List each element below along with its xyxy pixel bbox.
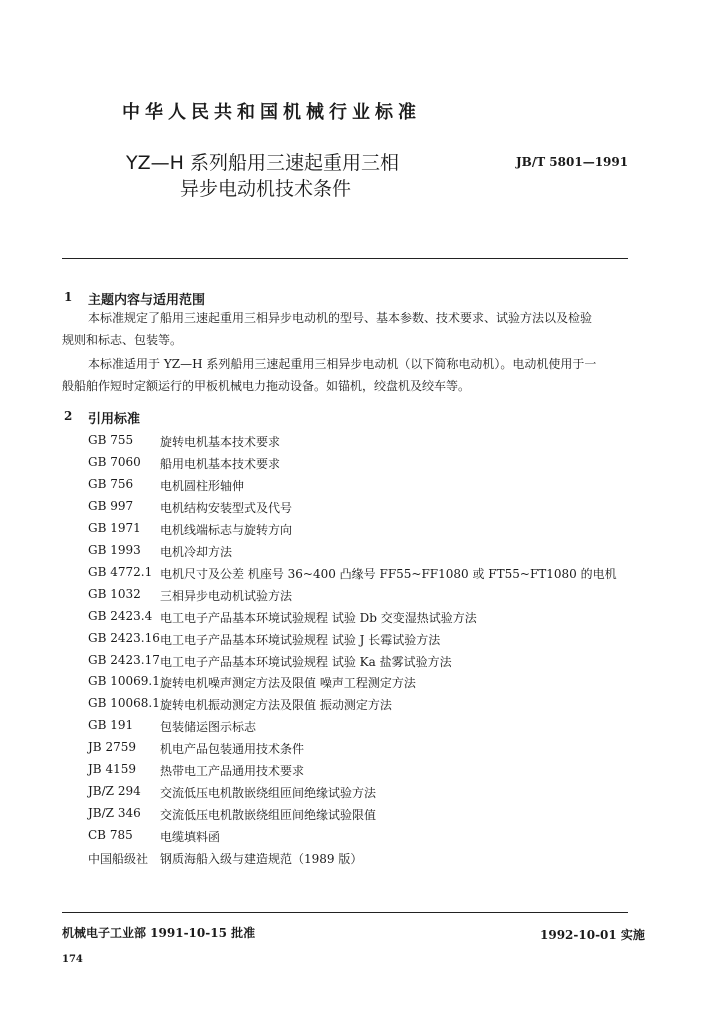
reference-title: 电机线端标志与旋转方向 <box>160 523 293 537</box>
reference-title: 交流低压电机散嵌绕组匝间绝缘试验方法 <box>160 786 377 800</box>
reference-code: GB 1032 <box>88 587 141 601</box>
reference-title: 电工电子产品基本环境试验规程 试验 Ka 盐雾试验方法 <box>160 655 452 669</box>
reference-code: GB 4772.1 <box>88 565 153 579</box>
reference-code: GB 7060 <box>88 455 141 469</box>
reference-code: GB 2423.4 <box>88 609 153 623</box>
reference-code: JB 2759 <box>88 740 136 754</box>
top-divider <box>62 258 628 259</box>
document-title-line-2: 异步电动机技术条件 <box>180 178 352 200</box>
reference-code: GB 1993 <box>88 543 141 557</box>
section-1-para-2-line-1: 本标准适用于 YZ—H 系列船用三速起重用三相异步电动机（以下简称电动机）。电动机使用于一 <box>88 357 597 371</box>
reference-code: GB 2423.17 <box>88 653 160 667</box>
reference-code: JB/Z 346 <box>88 806 141 820</box>
reference-code: GB 10068.1 <box>88 696 160 710</box>
reference-code: GB 997 <box>88 499 134 513</box>
reference-title: 旋转电机噪声测定方法及限值 噪声工程测定方法 <box>160 676 416 690</box>
section-1-title: 主题内容与适用范围 <box>88 293 206 308</box>
approval-line: 机械电子工业部 1991-10-15 批准 <box>62 926 256 940</box>
page-number: 174 <box>62 954 83 965</box>
reference-title: 三相异步电动机试验方法 <box>160 589 293 603</box>
bottom-divider <box>62 912 628 913</box>
reference-title: 船用电机基本技术要求 <box>160 457 281 471</box>
reference-code: CB 785 <box>88 828 133 842</box>
section-2-number: 2 <box>64 409 73 423</box>
reference-code: GB 10069.1 <box>88 674 160 688</box>
reference-code: JB/Z 294 <box>88 784 141 798</box>
reference-title: 电机结构安装型式及代号 <box>160 501 293 515</box>
reference-code: 中国船级社 <box>88 852 149 866</box>
reference-title: 电缆填料函 <box>160 830 221 844</box>
reference-title: 电工电子产品基本环境试验规程 试验 J 长霉试验方法 <box>160 633 441 647</box>
reference-title: 电机冷却方法 <box>160 545 233 559</box>
reference-title: 电机圆柱形轴伸 <box>160 479 245 493</box>
reference-code: GB 756 <box>88 477 134 491</box>
section-1-para-1-line-1: 本标准规定了船用三速起重用三相异步电动机的型号、基本参数、技术要求、试验方法以及检验 <box>88 311 593 325</box>
reference-title: 电工电子产品基本环境试验规程 试验 Db 交变湿热试验方法 <box>160 611 477 625</box>
document-title-line-1: YZ—H 系列船用三速起重用三相 <box>126 152 399 174</box>
reference-title: 机电产品包装通用技术条件 <box>160 742 305 756</box>
section-2-title: 引用标准 <box>88 412 141 427</box>
reference-title: 热带电工产品通用技术要求 <box>160 764 305 778</box>
reference-code: GB 2423.16 <box>88 631 160 645</box>
reference-title: 旋转电机基本技术要求 <box>160 435 281 449</box>
reference-code: GB 755 <box>88 433 134 447</box>
reference-code: JB 4159 <box>88 762 136 776</box>
reference-title: 旋转电机振动测定方法及限值 振动测定方法 <box>160 698 392 712</box>
reference-title: 钢质海船入级与建造规范（1989 版） <box>160 852 363 866</box>
reference-code: GB 191 <box>88 718 134 732</box>
reference-code: GB 1971 <box>88 521 141 535</box>
standard-code: JB/T 5801—1991 <box>516 155 629 169</box>
section-1-number: 1 <box>64 290 73 304</box>
standard-organization-header: 中华人民共和国机械行业标准 <box>122 102 421 123</box>
implementation-date: 1992-10-01 实施 <box>540 928 645 942</box>
section-1-para-1-line-2: 规则和标志、包装等。 <box>62 333 183 347</box>
reference-title: 交流低压电机散嵌绕组匝间绝缘试验限值 <box>160 808 377 822</box>
reference-title: 包装储运图示标志 <box>160 720 257 734</box>
section-1-para-2-line-2: 般船舶作短时定额运行的甲板机械电力拖动设备。如锚机，绞盘机及绞车等。 <box>62 379 471 393</box>
reference-title: 电机尺寸及公差 机座号 36~400 凸缘号 FF55~FF1080 或 FT55~FT1080 的电机 <box>160 567 617 581</box>
